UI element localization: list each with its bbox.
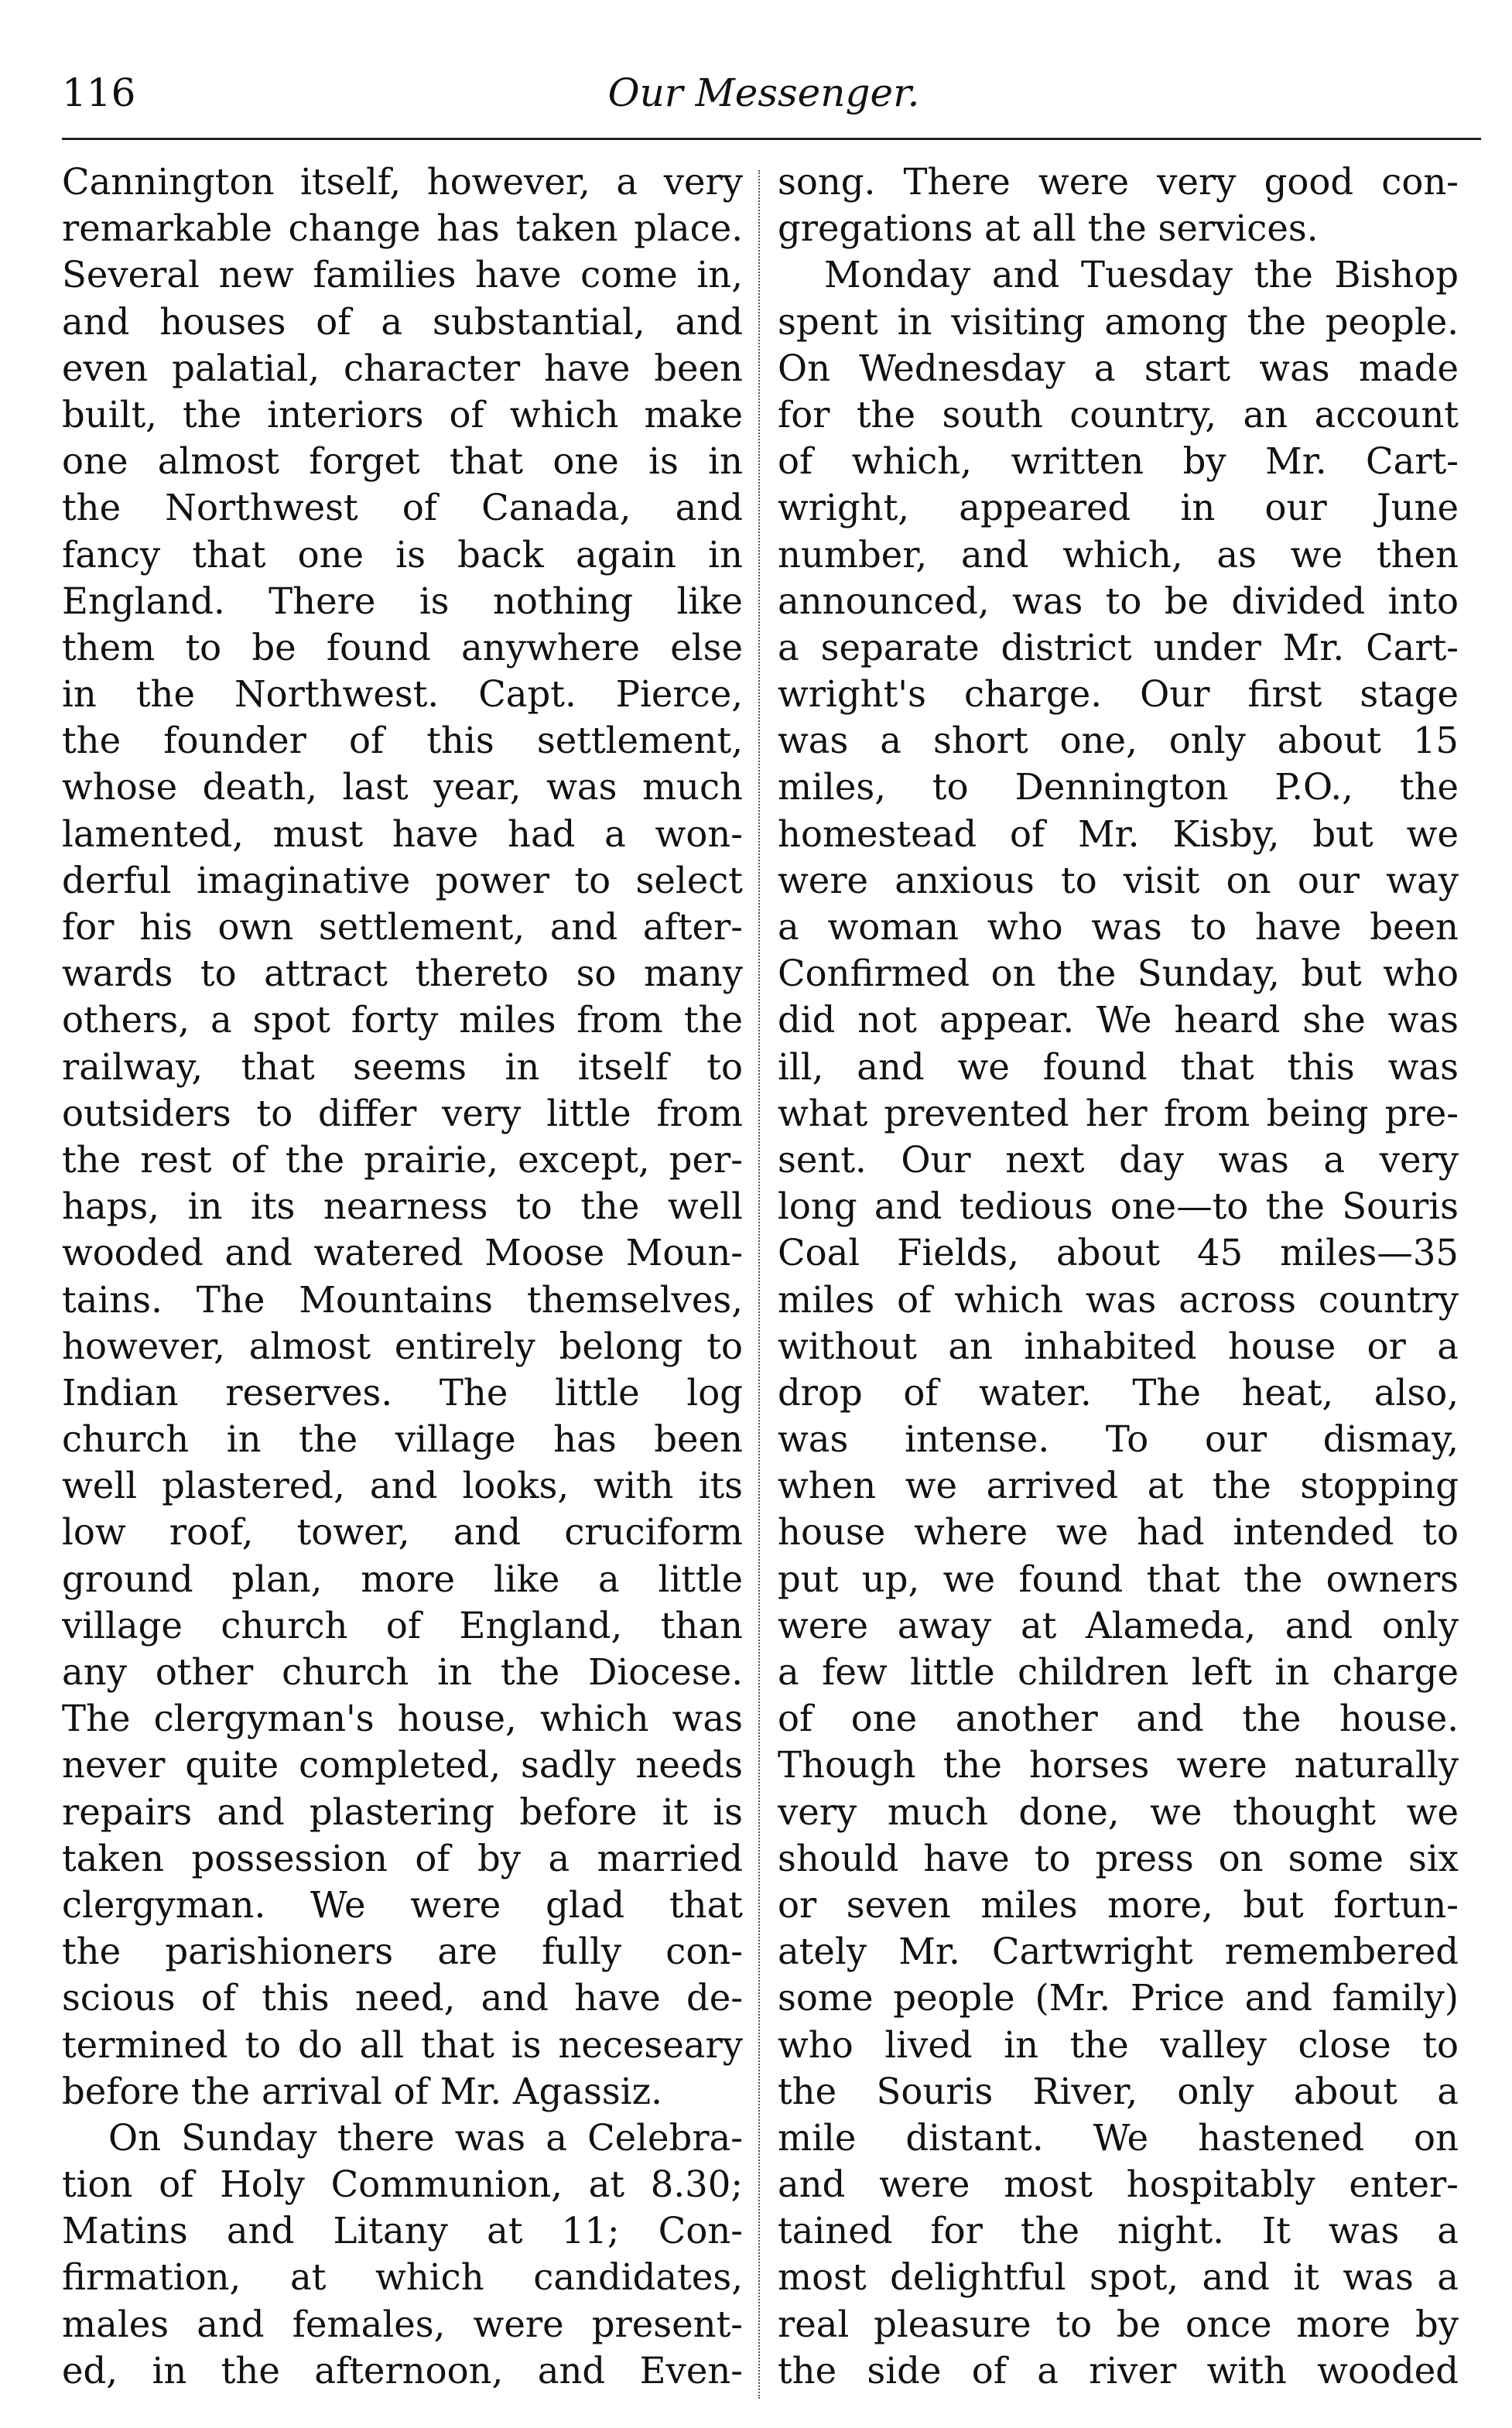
text-line: however, almost entirely belong to — [62, 1325, 743, 1367]
text-line: taken possession of by a married — [62, 1837, 743, 1879]
text-line: were anxious to visit on our way — [778, 859, 1459, 901]
text-line: Though the horses were naturally — [778, 1744, 1459, 1787]
text-line: sent. Our next day was a very — [778, 1138, 1459, 1181]
text-line: most delightful spot, and it was a — [778, 2256, 1459, 2299]
text-line: church in the village has been — [62, 1418, 743, 1461]
left-paragraph-2 — [62, 2115, 743, 2394]
text-line: railway, that seems in itself to — [62, 1045, 743, 1088]
text-line: Cannington itself, however, a very — [62, 161, 743, 203]
right-paragraph-2 — [778, 251, 1459, 2394]
text-line: spent in visiting among the people. — [778, 300, 1459, 343]
text-line: drop of water. The heat, also, — [778, 1371, 1459, 1414]
text-line: before the arrival of Mr. Agassiz. — [62, 2070, 662, 2112]
running-head: Our Messenger. — [607, 70, 920, 115]
text-line: a few little children left in charge — [778, 1651, 1459, 1693]
text-line: firmation, at which candidates, — [62, 2256, 743, 2299]
text-line: the Northwest of Canada, and — [62, 487, 743, 529]
text-line: long and tedious one—to the Souris — [778, 1185, 1459, 1228]
text-line: the Souris River, only about a — [778, 2070, 1459, 2112]
text-line: what prevented her from being pre- — [778, 1092, 1459, 1134]
column-divider — [758, 170, 760, 2399]
text-line: Coal Fields, about 45 miles—35 — [778, 1232, 1459, 1274]
text-line: without an inhabited house or a — [778, 1325, 1459, 1367]
text-line: the side of a river with wooded — [778, 2349, 1459, 2392]
text-line: and were most hospitably enter- — [778, 2163, 1459, 2206]
text-line: ed, in the afternoon, and Even- — [62, 2349, 743, 2392]
text-line: fancy that one is back again in — [62, 533, 743, 576]
text-line: others, a spot forty miles from the — [62, 999, 743, 1041]
text-line: whose death, last year, was much — [62, 766, 743, 809]
text-line: repairs and plastering before it is — [62, 1790, 743, 1833]
text-line: the rest of the prairie, except, per- — [62, 1138, 743, 1181]
text-line: put up, we found that the owners — [778, 1558, 1459, 1600]
header-rule — [62, 138, 1481, 140]
text-line: Indian reserves. The little log — [62, 1371, 743, 1414]
text-line: a separate district under Mr. Cart- — [778, 626, 1459, 669]
text-line: wooded and watered Moose Moun- — [62, 1232, 743, 1274]
text-line: remarkable change has taken place. — [62, 207, 743, 250]
text-line: ill, and we found that this was — [778, 1045, 1459, 1088]
text-line: England. There is nothing like — [62, 580, 743, 622]
text-line: lamented, must have had a won- — [62, 812, 743, 855]
text-line: house where we had intended to — [778, 1511, 1459, 1554]
text-line: wright, appeared in our June — [778, 487, 1459, 529]
text-line: ately Mr. Cartwright remembered — [778, 1930, 1459, 1973]
text-line: Monday and Tuesday the Bishop — [824, 254, 1459, 296]
text-line: for the south country, an account — [778, 393, 1459, 436]
text-line: announced, was to be divided into — [778, 580, 1459, 622]
text-line: a woman who was to have been — [778, 906, 1459, 948]
text-line: the founder of this settlement, — [62, 720, 743, 762]
text-line: real pleasure to be once more by — [778, 2303, 1459, 2345]
page-header — [62, 70, 1466, 124]
text-line: outsiders to differ very little from — [62, 1092, 743, 1134]
text-line: termined to do all that is neceseary — [62, 2023, 743, 2066]
text-line: haps, in its nearness to the well — [62, 1185, 743, 1228]
page-number: 116 — [62, 70, 136, 115]
text-line: males and females, were present- — [62, 2303, 743, 2345]
text-line: of one another and the house. — [778, 1698, 1459, 1740]
text-line: song. There were very good con- — [778, 161, 1459, 203]
text-line: miles of which was across country — [778, 1278, 1459, 1321]
text-line: for his own settlement, and after- — [62, 906, 743, 948]
text-line: of which, written by Mr. Cart- — [778, 440, 1459, 483]
text-line: tains. The Mountains themselves, — [62, 1278, 743, 1321]
text-line: tion of Holy Communion, at 8.30; — [62, 2163, 743, 2206]
text-line: any other church in the Diocese. — [62, 1651, 743, 1693]
text-line: built, the interiors of which make — [62, 393, 743, 436]
text-line: well plastered, and looks, with its — [62, 1465, 743, 1507]
text-line: the parishioners are fully con- — [62, 1930, 743, 1973]
text-line: never quite completed, sadly needs — [62, 1744, 743, 1787]
text-line: The clergyman's house, which was — [62, 1698, 743, 1740]
text-line: clergyman. We were glad that — [62, 1883, 743, 1926]
text-line: Matins and Litany at 11; Con- — [62, 2210, 743, 2252]
text-line: homestead of Mr. Kisby, but we — [778, 812, 1459, 855]
text-line: was intense. To our dismay, — [778, 1418, 1459, 1461]
text-line: one almost forget that one is in — [62, 440, 743, 483]
text-line: should have to press on some six — [778, 1837, 1459, 1879]
right-column — [778, 159, 1459, 2394]
text-line: some people (Mr. Price and family) — [778, 1977, 1459, 2019]
text-line: derful imaginative power to select — [62, 859, 743, 901]
text-line: when we arrived at the stopping — [778, 1465, 1459, 1507]
text-line: who lived in the valley close to — [778, 2023, 1459, 2066]
right-paragraph-1 — [778, 159, 1459, 251]
text-line: were away at Alameda, and only — [778, 1604, 1459, 1647]
text-line: number, and which, as we then — [778, 533, 1459, 576]
text-line: ground plan, more like a little — [62, 1558, 743, 1600]
text-line: On Sunday there was a Celebra- — [108, 2116, 743, 2159]
text-line: Several new families have come in, — [62, 254, 743, 296]
text-line: and houses of a substantial, and — [62, 300, 743, 343]
left-paragraph-1 — [62, 159, 743, 2115]
text-line: village church of England, than — [62, 1604, 743, 1647]
text-line: wright's charge. Our first stage — [778, 673, 1459, 716]
text-line: gregations at all the services. — [778, 207, 1319, 250]
text-line: or seven miles more, but fortun- — [778, 1883, 1459, 1926]
text-line: did not appear. We heard she was — [778, 999, 1459, 1041]
text-line: was a short one, only about 15 — [778, 720, 1459, 762]
text-line: them to be found anywhere else — [62, 626, 743, 669]
text-line: mile distant. We hastened on — [778, 2116, 1459, 2159]
text-line: even palatial, character have been — [62, 347, 743, 389]
text-line: wards to attract thereto so many — [62, 952, 743, 995]
text-line: in the Northwest. Capt. Pierce, — [62, 673, 743, 716]
text-line: tained for the night. It was a — [778, 2210, 1459, 2252]
text-line: miles, to Dennington P.O., the — [778, 766, 1459, 809]
text-line: low roof, tower, and cruciform — [62, 1511, 743, 1554]
left-column — [62, 159, 743, 2394]
text-line: very much done, we thought we — [778, 1790, 1459, 1833]
text-line: scious of this need, and have de- — [62, 1977, 743, 2019]
text-line: Confirmed on the Sunday, but who — [778, 952, 1459, 995]
text-line: On Wednesday a start was made — [778, 347, 1459, 389]
